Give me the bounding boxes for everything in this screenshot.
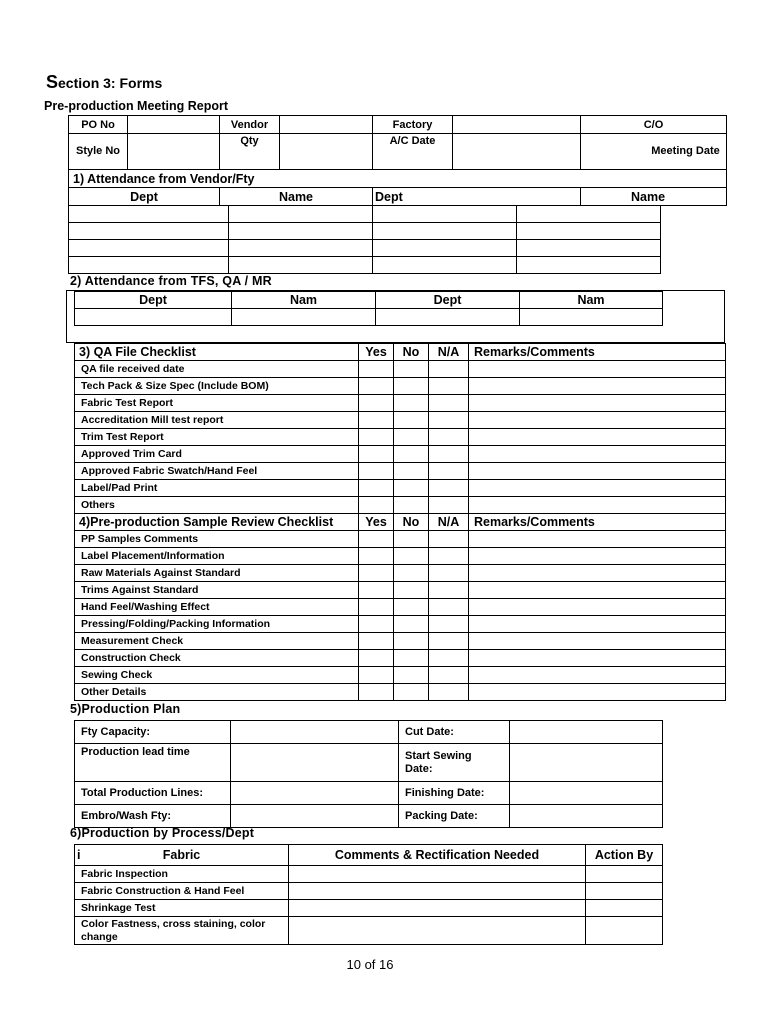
style-no-value[interactable] bbox=[128, 134, 220, 170]
process-row bbox=[75, 866, 663, 883]
remarks-cell[interactable] bbox=[469, 616, 726, 633]
grid-cell[interactable] bbox=[520, 309, 663, 326]
section-title-rest: ection 3: Forms bbox=[58, 75, 163, 91]
remarks-cell[interactable] bbox=[469, 531, 726, 548]
no-cell[interactable] bbox=[394, 531, 429, 548]
yes-cell[interactable] bbox=[359, 412, 394, 429]
fabric-header-label: Fabric bbox=[162, 848, 201, 862]
tfs-name-header-1: Nam bbox=[232, 292, 376, 309]
yes-cell[interactable] bbox=[359, 633, 394, 650]
style-no-label: Style No bbox=[69, 134, 128, 170]
po-no-label: PO No bbox=[69, 116, 128, 134]
start-sewing-value[interactable] bbox=[510, 744, 663, 782]
remarks-cell[interactable] bbox=[469, 446, 726, 463]
process-row bbox=[75, 900, 663, 917]
yes-cell[interactable] bbox=[359, 531, 394, 548]
ac-date-value[interactable] bbox=[453, 134, 581, 170]
po-no-value[interactable] bbox=[128, 116, 220, 134]
process-row bbox=[75, 917, 663, 945]
yes-header: Yes bbox=[359, 514, 394, 531]
grid-cell[interactable] bbox=[373, 257, 517, 274]
no-cell[interactable] bbox=[394, 497, 429, 514]
fabric-header bbox=[75, 845, 289, 866]
yes-cell[interactable] bbox=[359, 599, 394, 616]
attendance-tfs-title-b: , QA / MR bbox=[214, 274, 272, 288]
production-plan-title: 5)Production Plan bbox=[70, 702, 181, 716]
yes-cell[interactable] bbox=[359, 429, 394, 446]
process-title: 6)Production by Process/Dept bbox=[70, 826, 255, 840]
vendor-attendance-grid bbox=[68, 205, 661, 274]
na-cell[interactable] bbox=[429, 616, 469, 633]
production-plan-table bbox=[74, 720, 663, 828]
checklist-row bbox=[75, 633, 726, 650]
remarks-cell[interactable] bbox=[469, 361, 726, 378]
checklist-row bbox=[75, 582, 726, 599]
list-marker: i bbox=[77, 848, 81, 862]
grid-cell[interactable] bbox=[69, 257, 229, 274]
checklist-item-label: Fabric Test Report bbox=[75, 395, 359, 412]
remarks-cell[interactable] bbox=[469, 548, 726, 565]
fty-capacity-label: Fty Capacity: bbox=[75, 721, 231, 744]
no-cell[interactable] bbox=[394, 412, 429, 429]
no-cell[interactable] bbox=[394, 684, 429, 701]
remarks-header: Remarks/Comments bbox=[469, 344, 726, 361]
lead-time-value[interactable] bbox=[231, 744, 399, 782]
remarks-cell[interactable] bbox=[469, 429, 726, 446]
action-by-cell[interactable] bbox=[586, 917, 663, 945]
checklist-section-title: 4)Pre-production Sample Review Checklist bbox=[75, 514, 359, 531]
remarks-cell[interactable] bbox=[469, 480, 726, 497]
comments-cell[interactable] bbox=[289, 917, 586, 945]
checklist-item-label: Hand Feel/Washing Effect bbox=[75, 599, 359, 616]
process-row bbox=[75, 883, 663, 900]
na-cell[interactable] bbox=[429, 684, 469, 701]
report-title: Pre-production Meeting Report bbox=[44, 99, 229, 113]
checklist-row bbox=[75, 548, 726, 565]
grid-cell[interactable] bbox=[229, 223, 373, 240]
checklist-row bbox=[75, 361, 726, 378]
na-header: N/A bbox=[429, 344, 469, 361]
na-cell[interactable] bbox=[429, 565, 469, 582]
yes-cell[interactable] bbox=[359, 497, 394, 514]
checklist-item-label: Accreditation Mill test report bbox=[75, 412, 359, 429]
no-header: No bbox=[394, 514, 429, 531]
qty-value[interactable] bbox=[280, 134, 373, 170]
checklist-row bbox=[75, 650, 726, 667]
yes-cell[interactable] bbox=[359, 395, 394, 412]
grid-cell[interactable] bbox=[75, 309, 232, 326]
na-cell[interactable] bbox=[429, 463, 469, 480]
fty-capacity-value[interactable] bbox=[231, 721, 399, 744]
remarks-cell[interactable] bbox=[469, 599, 726, 616]
no-cell[interactable] bbox=[394, 633, 429, 650]
no-cell[interactable] bbox=[394, 446, 429, 463]
no-cell[interactable] bbox=[394, 463, 429, 480]
start-sewing-label: Start Sewing Date: bbox=[399, 744, 510, 782]
action-by-cell[interactable] bbox=[586, 866, 663, 883]
grid-cell[interactable] bbox=[517, 223, 661, 240]
comments-cell[interactable] bbox=[289, 883, 586, 900]
checklist-section-title: 3) QA File Checklist bbox=[75, 344, 359, 361]
no-cell[interactable] bbox=[394, 565, 429, 582]
checklist-table bbox=[74, 343, 726, 701]
no-cell[interactable] bbox=[394, 361, 429, 378]
process-table bbox=[74, 844, 663, 945]
action-by-cell[interactable] bbox=[586, 883, 663, 900]
grid-cell[interactable] bbox=[373, 206, 517, 223]
checklist-item-label: Pressing/Folding/Packing Information bbox=[75, 616, 359, 633]
checklist-row bbox=[75, 463, 726, 480]
attendance-vendor-title: 1) Attendance from Vendor/Fty bbox=[69, 170, 727, 188]
yes-cell[interactable] bbox=[359, 650, 394, 667]
grid-cell[interactable] bbox=[517, 206, 661, 223]
na-cell[interactable] bbox=[429, 395, 469, 412]
checklist-row bbox=[75, 446, 726, 463]
header-table bbox=[68, 115, 727, 206]
checklist-row bbox=[75, 412, 726, 429]
no-cell[interactable] bbox=[394, 616, 429, 633]
na-cell[interactable] bbox=[429, 429, 469, 446]
checklist-item-label: Label/Pad Print bbox=[75, 480, 359, 497]
remarks-cell[interactable] bbox=[469, 582, 726, 599]
ac-date-label: A/C Date bbox=[373, 134, 453, 170]
embro-wash-value[interactable] bbox=[231, 805, 399, 828]
no-cell[interactable] bbox=[394, 429, 429, 446]
yes-cell[interactable] bbox=[359, 480, 394, 497]
checklist-item-label: Others bbox=[75, 497, 359, 514]
attendance-tfs-title bbox=[70, 274, 272, 288]
checklist-row bbox=[75, 497, 726, 514]
no-cell[interactable] bbox=[394, 480, 429, 497]
no-cell[interactable] bbox=[394, 395, 429, 412]
yes-cell[interactable] bbox=[359, 463, 394, 480]
grid-cell[interactable] bbox=[69, 240, 229, 257]
grid-cell[interactable] bbox=[373, 240, 517, 257]
na-cell[interactable] bbox=[429, 650, 469, 667]
comments-cell[interactable] bbox=[289, 900, 586, 917]
na-cell[interactable] bbox=[429, 582, 469, 599]
checklist-item-label: Raw Materials Against Standard bbox=[75, 565, 359, 582]
finishing-date-value[interactable] bbox=[510, 782, 663, 805]
co-label: C/O bbox=[581, 116, 727, 134]
grid-cell[interactable] bbox=[373, 223, 517, 240]
process-item-label: Color Fastness, cross staining, color change bbox=[75, 917, 289, 945]
grid-cell[interactable] bbox=[229, 240, 373, 257]
remarks-cell[interactable] bbox=[469, 633, 726, 650]
vendor-dept-header-2: Dept bbox=[373, 188, 581, 206]
tfs-dept-header-1: Dept bbox=[75, 292, 232, 309]
checklist-item-label: Approved Fabric Swatch/Hand Feel bbox=[75, 463, 359, 480]
remarks-cell[interactable] bbox=[469, 378, 726, 395]
checklist-item-label: Measurement Check bbox=[75, 633, 359, 650]
yes-cell[interactable] bbox=[359, 446, 394, 463]
checklist-item-label: Construction Check bbox=[75, 650, 359, 667]
na-cell[interactable] bbox=[429, 667, 469, 684]
yes-cell[interactable] bbox=[359, 378, 394, 395]
tfs-attendance-grid bbox=[74, 291, 663, 326]
no-header: No bbox=[394, 344, 429, 361]
embro-wash-label: Embro/Wash Fty: bbox=[75, 805, 231, 828]
checklist-row bbox=[75, 531, 726, 548]
checklist-item-label: Trims Against Standard bbox=[75, 582, 359, 599]
checklist-row bbox=[75, 429, 726, 446]
factory-value[interactable] bbox=[453, 116, 581, 134]
vendor-name-header-2: Name bbox=[581, 188, 727, 206]
na-cell[interactable] bbox=[429, 412, 469, 429]
section-title bbox=[46, 72, 162, 93]
na-cell[interactable] bbox=[429, 497, 469, 514]
yes-cell[interactable] bbox=[359, 582, 394, 599]
checklist-item-label: Trim Test Report bbox=[75, 429, 359, 446]
remarks-cell[interactable] bbox=[469, 395, 726, 412]
action-by-header: Action By bbox=[586, 845, 663, 866]
vendor-dept-header-1: Dept bbox=[69, 188, 220, 206]
process-item-label: Shrinkage Test bbox=[75, 900, 289, 917]
packing-date-value[interactable] bbox=[510, 805, 663, 828]
na-cell[interactable] bbox=[429, 378, 469, 395]
checklist-item-label: Tech Pack & Size Spec (Include BOM) bbox=[75, 378, 359, 395]
checklist-row bbox=[75, 616, 726, 633]
vendor-name-header-1: Name bbox=[220, 188, 373, 206]
na-header: N/A bbox=[429, 514, 469, 531]
factory-label: Factory bbox=[373, 116, 453, 134]
action-by-cell[interactable] bbox=[586, 900, 663, 917]
na-cell[interactable] bbox=[429, 480, 469, 497]
cut-date-value[interactable] bbox=[510, 721, 663, 744]
process-item-label: Fabric Inspection bbox=[75, 866, 289, 883]
na-cell[interactable] bbox=[429, 361, 469, 378]
grid-cell[interactable] bbox=[232, 309, 376, 326]
na-cell[interactable] bbox=[429, 531, 469, 548]
grid-cell[interactable] bbox=[69, 223, 229, 240]
remarks-cell[interactable] bbox=[469, 565, 726, 582]
checklist-item-label: Other Details bbox=[75, 684, 359, 701]
qty-label: Qty bbox=[220, 134, 280, 170]
checklist-row bbox=[75, 480, 726, 497]
yes-header: Yes bbox=[359, 344, 394, 361]
no-cell[interactable] bbox=[394, 548, 429, 565]
no-cell[interactable] bbox=[394, 599, 429, 616]
meeting-date-label: Meeting Date bbox=[581, 134, 727, 170]
no-cell[interactable] bbox=[394, 650, 429, 667]
page-number: 10 of 16 bbox=[346, 957, 394, 972]
remarks-cell[interactable] bbox=[469, 497, 726, 514]
grid-cell[interactable] bbox=[376, 309, 520, 326]
comments-cell[interactable] bbox=[289, 866, 586, 883]
checklist-row bbox=[75, 395, 726, 412]
no-cell[interactable] bbox=[394, 667, 429, 684]
packing-date-label: Packing Date: bbox=[399, 805, 510, 828]
grid-cell[interactable] bbox=[229, 206, 373, 223]
no-cell[interactable] bbox=[394, 582, 429, 599]
process-body bbox=[75, 845, 663, 945]
checklist-item-label: QA file received date bbox=[75, 361, 359, 378]
process-item-label: Fabric Construction & Hand Feel bbox=[75, 883, 289, 900]
remarks-cell[interactable] bbox=[469, 412, 726, 429]
checklist-row bbox=[75, 565, 726, 582]
total-lines-label: Total Production Lines: bbox=[75, 782, 231, 805]
remarks-header: Remarks/Comments bbox=[469, 514, 726, 531]
cut-date-label: Cut Date: bbox=[399, 721, 510, 744]
yes-cell[interactable] bbox=[359, 548, 394, 565]
tfs-name-header-2: Nam bbox=[520, 292, 663, 309]
comments-header: Comments & Rectification Needed bbox=[289, 845, 586, 866]
checklist-item-label: Label Placement/Information bbox=[75, 548, 359, 565]
finishing-date-label: Finishing Date: bbox=[399, 782, 510, 805]
remarks-cell[interactable] bbox=[469, 667, 726, 684]
checklist-row bbox=[75, 684, 726, 701]
vendor-label: Vendor bbox=[220, 116, 280, 134]
na-cell[interactable] bbox=[429, 599, 469, 616]
na-cell[interactable] bbox=[429, 446, 469, 463]
vendor-value[interactable] bbox=[280, 116, 373, 134]
grid-cell[interactable] bbox=[517, 240, 661, 257]
tfs-dept-header-2: Dept bbox=[376, 292, 520, 309]
attendance-tfs-title-a: 2) Attendance from TFS bbox=[70, 274, 215, 288]
yes-cell[interactable] bbox=[359, 565, 394, 582]
checklist-item-label: Approved Trim Card bbox=[75, 446, 359, 463]
checklist-row bbox=[75, 667, 726, 684]
yes-cell[interactable] bbox=[359, 361, 394, 378]
lead-time-label: Production lead time bbox=[75, 744, 231, 782]
checklist-row bbox=[75, 599, 726, 616]
yes-cell[interactable] bbox=[359, 667, 394, 684]
remarks-cell[interactable] bbox=[469, 684, 726, 701]
grid-cell[interactable] bbox=[229, 257, 373, 274]
grid-cell[interactable] bbox=[517, 257, 661, 274]
checklist-item-label: Sewing Check bbox=[75, 667, 359, 684]
yes-cell[interactable] bbox=[359, 684, 394, 701]
remarks-cell[interactable] bbox=[469, 463, 726, 480]
checklist-item-label: PP Samples Comments bbox=[75, 531, 359, 548]
grid-cell[interactable] bbox=[69, 206, 229, 223]
checklist-body bbox=[75, 344, 726, 701]
yes-cell[interactable] bbox=[359, 616, 394, 633]
na-cell[interactable] bbox=[429, 548, 469, 565]
total-lines-value[interactable] bbox=[231, 782, 399, 805]
na-cell[interactable] bbox=[429, 633, 469, 650]
section-title-initial: S bbox=[46, 72, 59, 92]
checklist-row bbox=[75, 378, 726, 395]
remarks-cell[interactable] bbox=[469, 650, 726, 667]
no-cell[interactable] bbox=[394, 378, 429, 395]
